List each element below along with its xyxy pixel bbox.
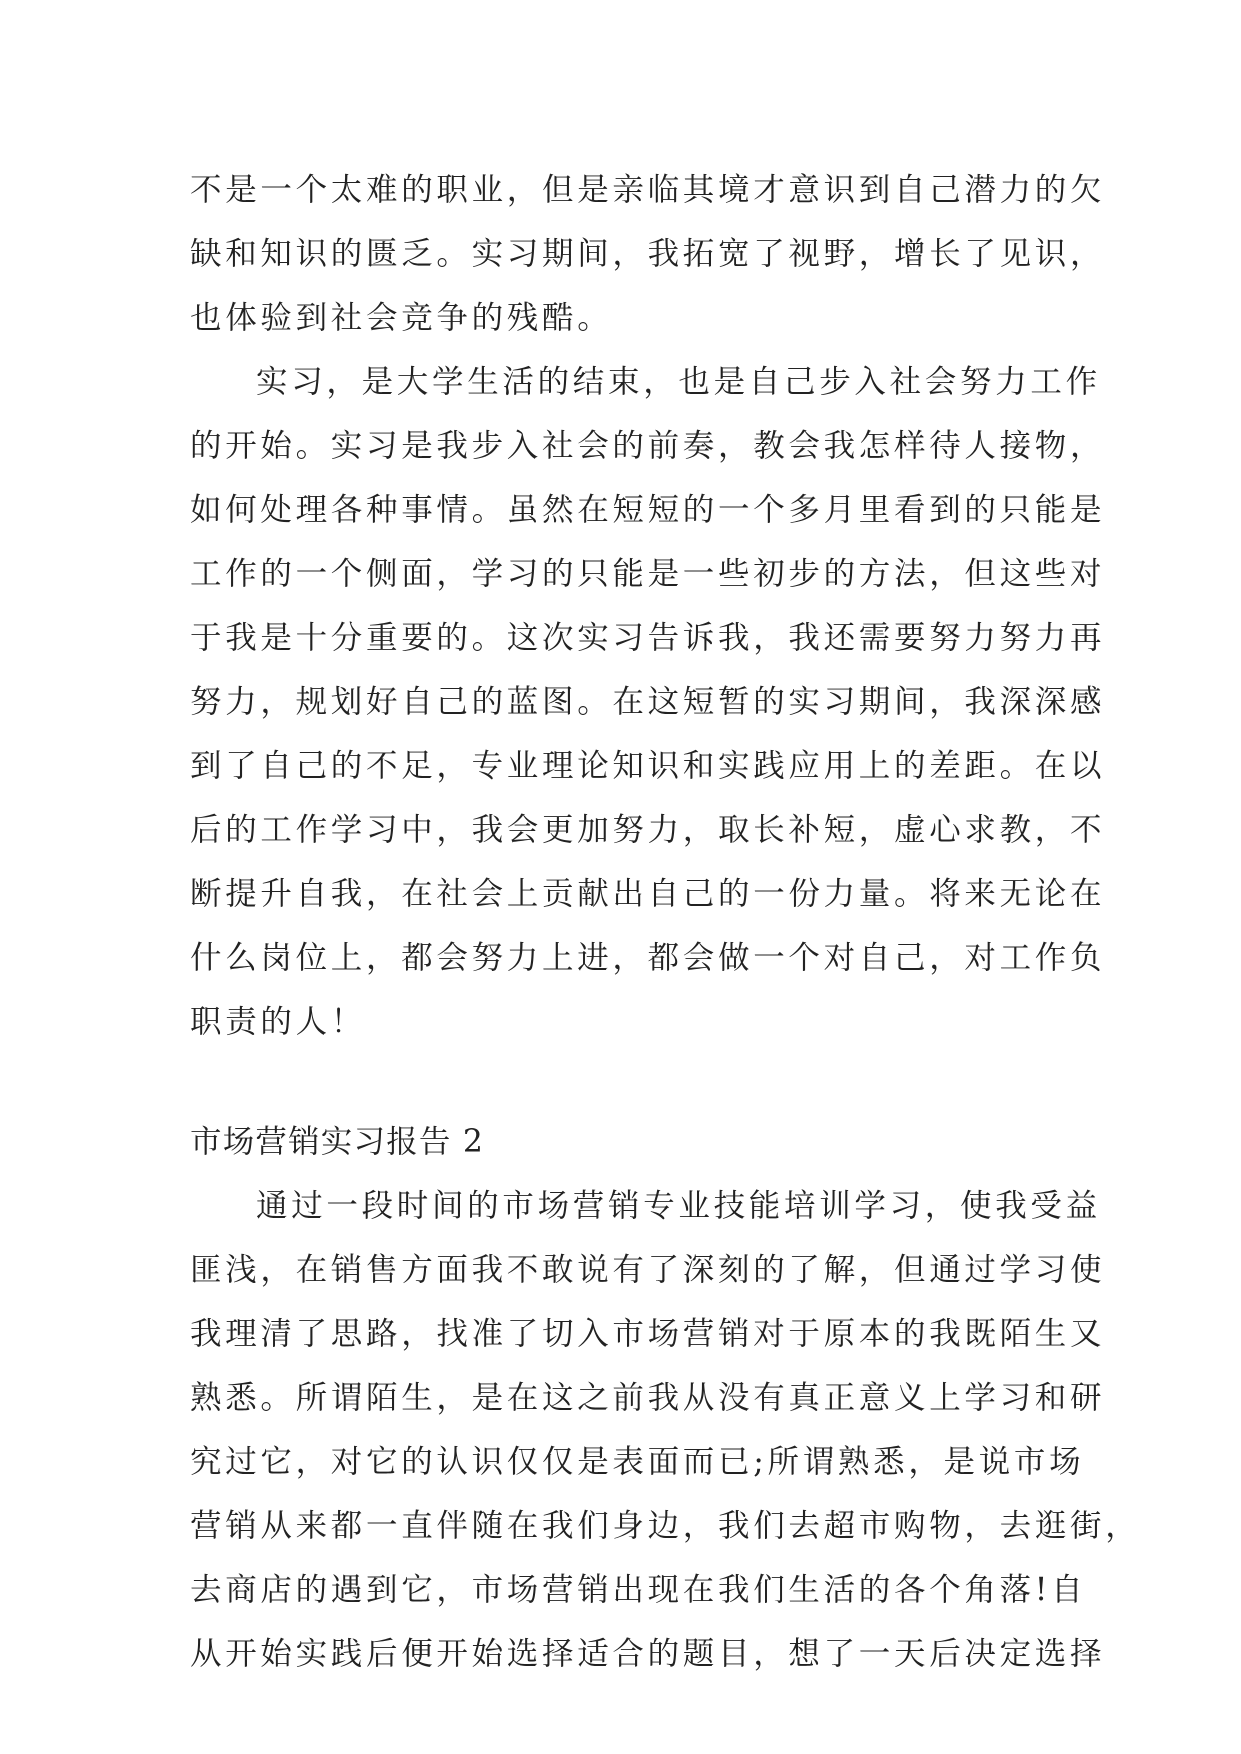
text-line: 后的工作学习中，我会更加努力，取长补短，虚心求教，不 (190, 812, 1106, 848)
paragraph-continued (190, 158, 1106, 350)
text-line: 究过它，对它的认识仅仅是表面而已;所谓熟悉，是说市场 (190, 1444, 1085, 1480)
text-line: 什么岗位上，都会努力上进，都会做一个对自己，对工作负 (190, 940, 1106, 976)
text-line: 工作的一个侧面，学习的只能是一些初步的方法，但这些对 (190, 556, 1106, 592)
section-title: 市场营销实习报告 2 (190, 1124, 485, 1160)
text-line: 努力，规划好自己的蓝图。在这短暂的实习期间，我深深感 (190, 684, 1106, 720)
text-line: 如何处理各种事情。虽然在短短的一个多月里看到的只能是 (190, 492, 1106, 528)
text-line: 于我是十分重要的。这次实习告诉我，我还需要努力努力再 (190, 620, 1106, 656)
text-line: 实习，是大学生活的结束，也是自己步入社会努力工作 (256, 364, 1101, 400)
text-line: 到了自己的不足，专业理论知识和实践应用上的差距。在以 (190, 748, 1106, 784)
text-line: 断提升自我，在社会上贡献出自己的一份力量。将来无论在 (190, 876, 1106, 912)
text-line: 从开始实践后便开始选择适合的题目，想了一天后决定选择 (190, 1636, 1106, 1672)
text-line: 不是一个太难的职业，但是亲临其境才意识到自己潜力的欠 (190, 172, 1106, 208)
document-body (190, 158, 1141, 1686)
text-line: 匪浅，在销售方面我不敢说有了深刻的了解，但通过学习使 (190, 1252, 1106, 1288)
paragraph-marketing-training (190, 1174, 1141, 1686)
section-gap (190, 1054, 1060, 1110)
text-line: 通过一段时间的市场营销专业技能培训学习，使我受益 (256, 1188, 1101, 1224)
text-line: 熟悉。所谓陌生，是在这之前我从没有真正意义上学习和研 (190, 1380, 1106, 1416)
text-line: 也体验到社会竞争的残酷。 (190, 300, 613, 336)
text-line: 去商店的遇到它，市场营销出现在我们生活的各个角落!自 (190, 1572, 1087, 1608)
text-line: 的开始。实习是我步入社会的前奏，教会我怎样待人接物， (190, 428, 1106, 464)
text-line: 营销从来都一直伴随在我们身边，我们去超市购物，去逛街， (190, 1508, 1141, 1544)
text-line: 职责的人！ (190, 1004, 367, 1040)
paragraph-internship-summary (190, 350, 1106, 1054)
text-line: 我理清了思路，找准了切入市场营销对于原本的我既陌生又 (190, 1316, 1106, 1352)
text-line: 缺和知识的匮乏。实习期间，我拓宽了视野，增长了见识， (190, 236, 1106, 272)
